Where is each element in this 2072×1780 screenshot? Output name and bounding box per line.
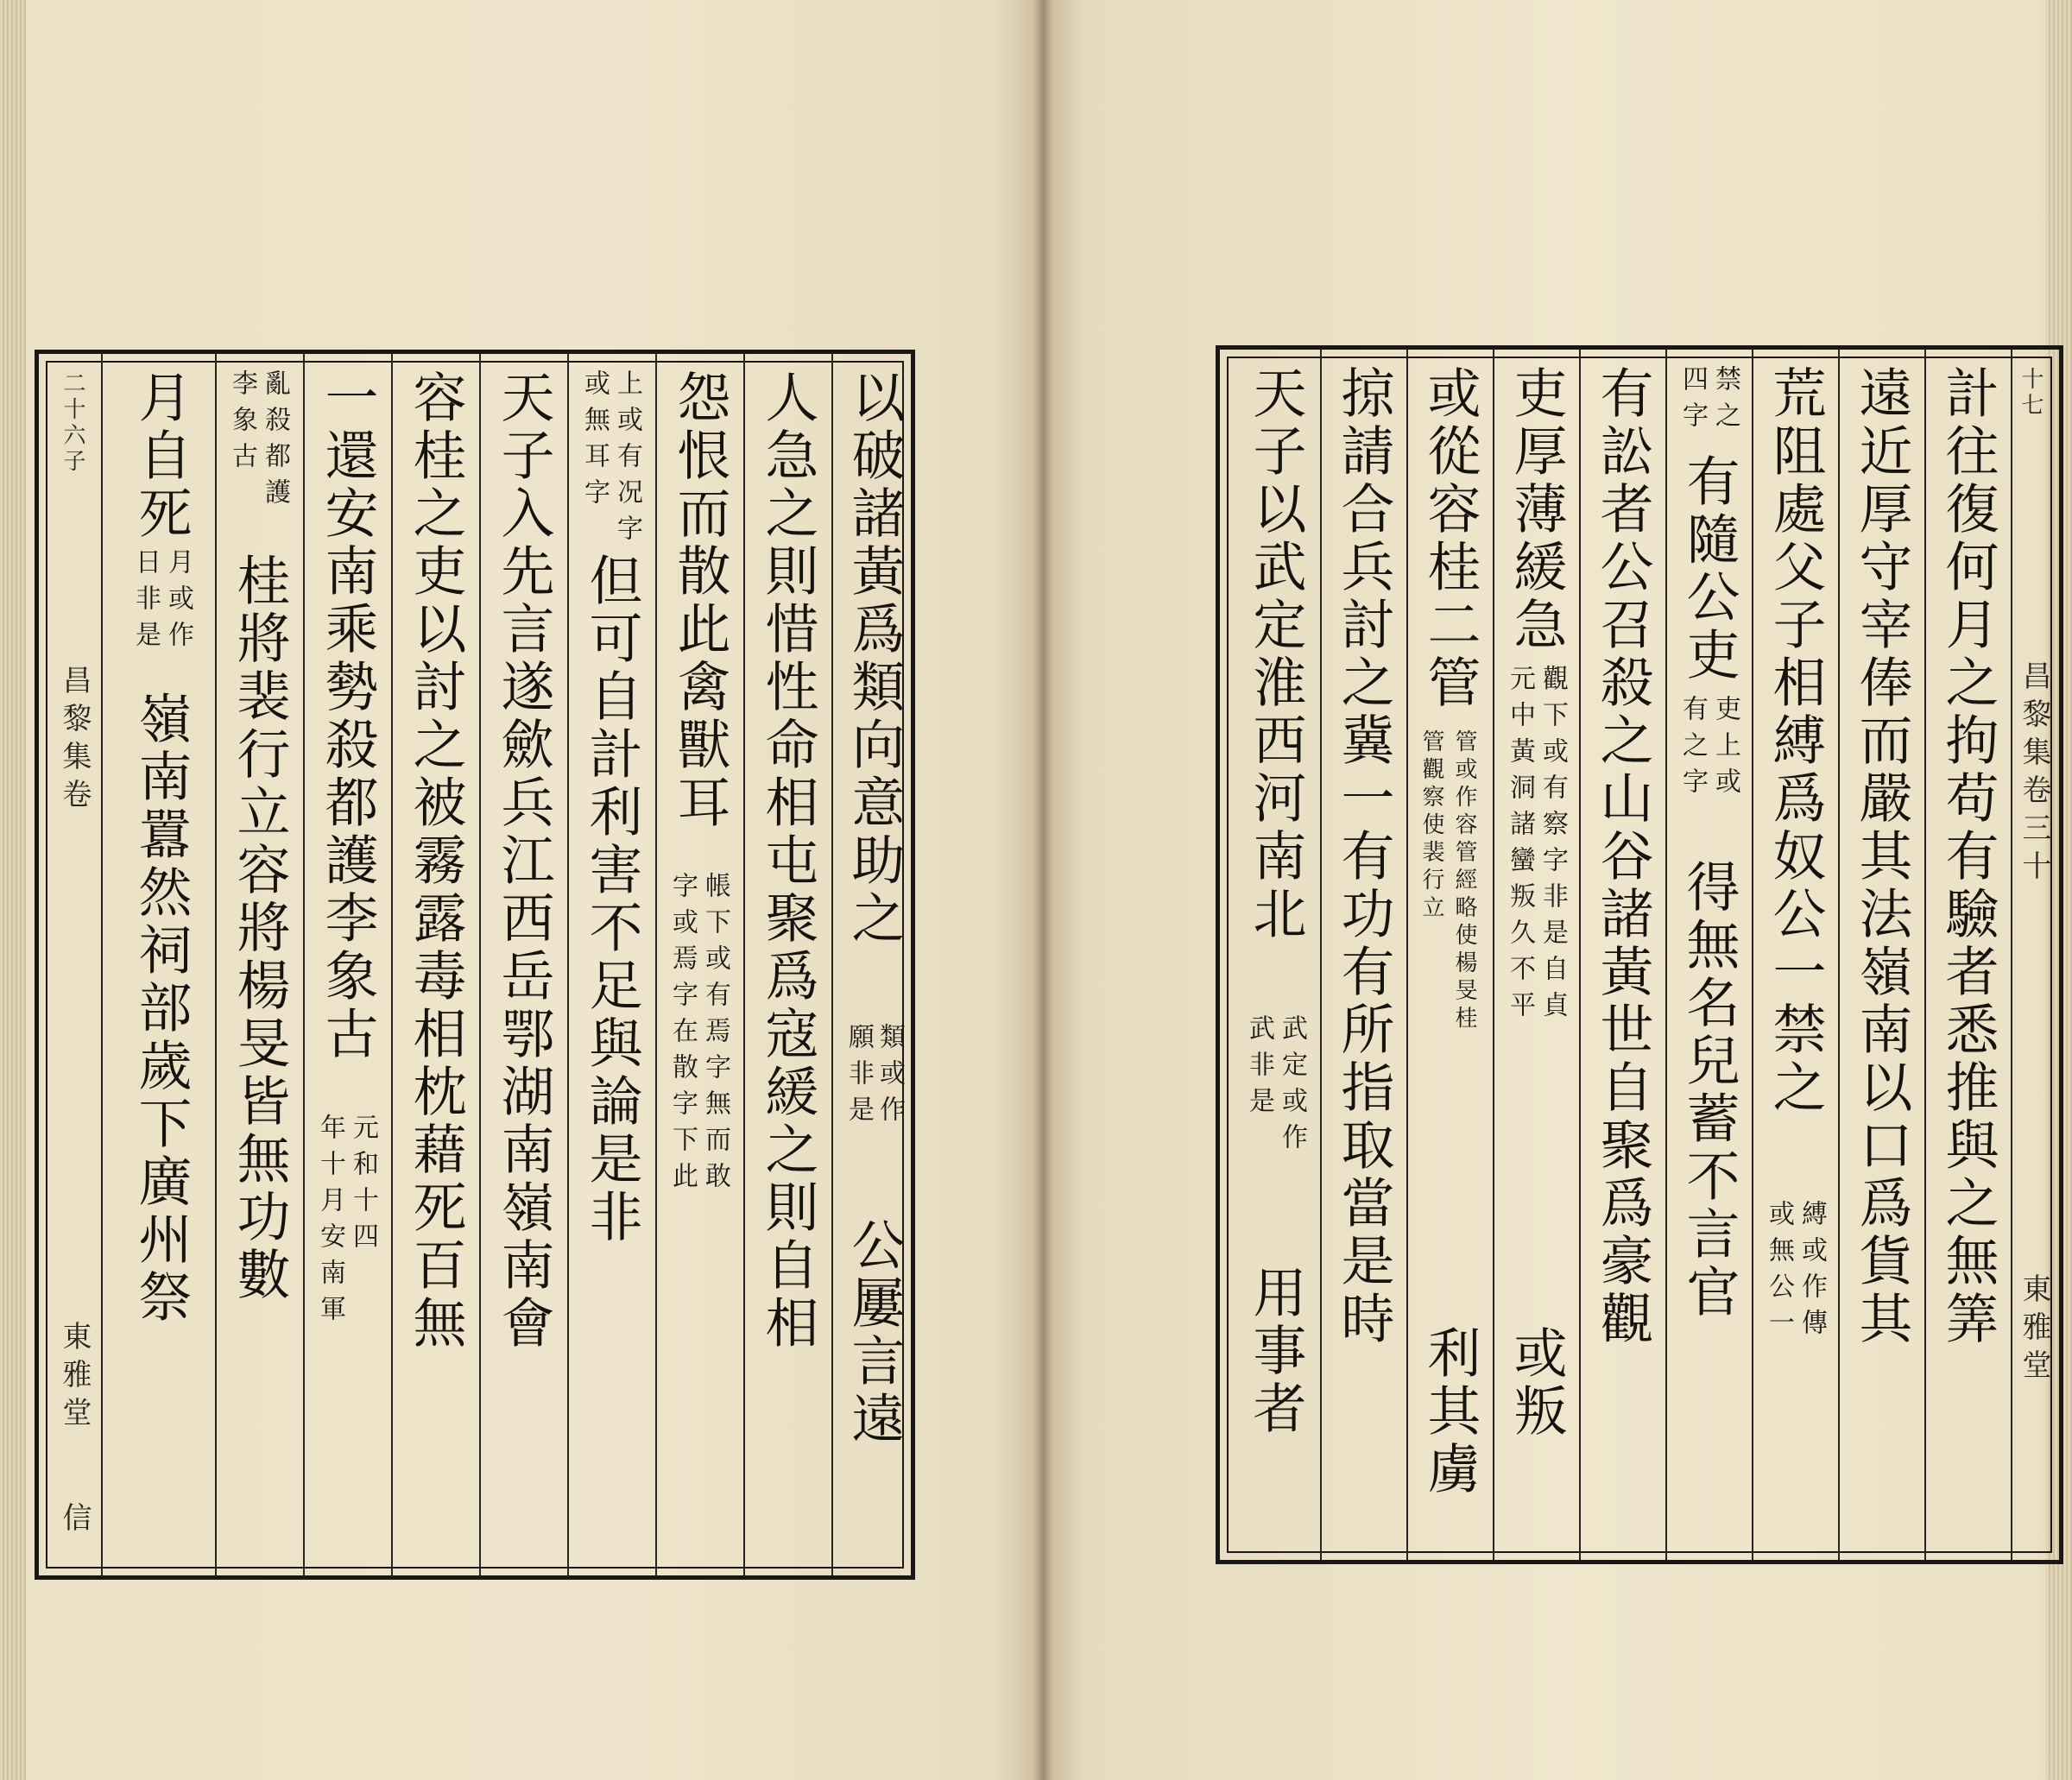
col-main-text: 利其虜 (1418, 1325, 1481, 1499)
left-col-9 (108, 354, 212, 1575)
col-main-text: 但可自計利害不足與論是非 (580, 552, 643, 1247)
left-col-4 (569, 354, 654, 1575)
col-note: 月或作 (163, 548, 193, 657)
col-note: 四字 (1677, 365, 1708, 438)
col-main-text: 或從容桂二管 (1418, 365, 1481, 712)
left-col-7 (305, 354, 389, 1575)
left-col-5 (481, 354, 565, 1575)
col-main-text: 或叛 (1505, 1325, 1568, 1441)
right-col-7 (1408, 350, 1491, 1560)
col-note: 禁之 (1710, 365, 1740, 438)
left-sequence-mark: 信 (57, 1502, 92, 1540)
right-col-5 (1581, 350, 1664, 1560)
left-leaf-number: 二十六子 (60, 371, 85, 475)
col-note: 帳下或有焉字無而敢 (700, 872, 730, 1198)
left-margin-column (51, 354, 99, 1575)
col-note: 管或作容管經略使楊旻桂 (1451, 729, 1477, 1033)
right-margin-column (2012, 350, 2057, 1560)
right-text-frame (1216, 345, 2063, 1564)
right-volume-title: 昌黎集卷三十 (2017, 660, 2051, 888)
col-main-text: 用事者 (1244, 1265, 1307, 1438)
left-hall-name: 東雅堂 (57, 1321, 92, 1435)
left-col-1 (833, 354, 915, 1575)
col-note: 亂殺都護 (260, 369, 290, 514)
col-main-text: 容桂之吏以討之被霧露毒相枕藉死百無 (404, 369, 467, 1353)
col-main-text: 荒阻處父子相縛爲奴公一禁之 (1764, 365, 1827, 1117)
col-main-text: 天子以武定淮西河南北 (1244, 365, 1307, 944)
col-note: 字或焉字在散字下此 (667, 872, 698, 1198)
right-col-8 (1322, 350, 1405, 1560)
col-note: 或無公一 (1764, 1200, 1794, 1345)
col-main-text: 以破諸黃爲類向意助之 (843, 369, 906, 948)
left-volume-title: 昌黎集卷 (57, 665, 92, 817)
right-page (1043, 0, 2072, 1780)
left-col-8 (217, 354, 301, 1575)
left-col-6 (393, 354, 477, 1575)
right-hall-name: 東雅堂 (2017, 1273, 2051, 1387)
col-note: 吏上或 (1710, 695, 1740, 804)
left-col-3 (657, 354, 742, 1575)
right-col-3 (1753, 350, 1836, 1560)
col-note: 類或作 (875, 1023, 905, 1132)
right-col-9 (1232, 350, 1318, 1560)
right-col-6 (1494, 350, 1577, 1560)
col-main-text: 桂將裴行立容將楊旻皆無功數 (228, 552, 291, 1304)
right-col-2 (1840, 350, 1923, 1560)
col-main-text: 一還安南乘勢殺都護李象古 (316, 369, 379, 1064)
col-note: 觀下或有察字非是自貞 (1538, 665, 1568, 1027)
col-note: 日非是 (130, 548, 161, 657)
col-note: 上或有况字 (612, 369, 642, 551)
col-main-text: 嶺南囂然祠部歲下廣州祭 (130, 691, 193, 1327)
col-main-text: 公屢言遠 (843, 1217, 906, 1449)
col-main-text: 人急之則惜性命相屯聚爲寇緩之則自相 (756, 369, 819, 1353)
col-note: 元中黃洞諸蠻叛久不平 (1505, 665, 1535, 1027)
col-main-text: 吏厚薄緩急 (1505, 365, 1568, 654)
col-main-text: 有隨公吏 (1677, 453, 1740, 685)
col-note: 元和十四 (348, 1114, 378, 1259)
col-note: 武非是 (1244, 1014, 1274, 1123)
col-note: 有之字 (1677, 695, 1708, 804)
right-col-4 (1667, 350, 1750, 1560)
col-note: 武定或作 (1277, 1014, 1307, 1159)
book-gutter (1033, 0, 1053, 1780)
col-note: 或無耳字 (579, 369, 610, 514)
col-note: 李象古 (227, 369, 257, 478)
col-main-text: 月自死 (130, 369, 193, 543)
right-col-1 (1926, 350, 2009, 1560)
col-main-text: 有訟者公召殺之山谷諸黃世自聚爲豪觀 (1591, 365, 1654, 1348)
col-main-text: 遠近厚守宰俸而嚴其法嶺南以口爲貨其 (1850, 365, 1913, 1348)
col-note: 縛或作傳 (1797, 1200, 1827, 1345)
left-text-frame (35, 350, 915, 1580)
col-main-text: 計往復何月之拘苟有驗者悉推與之無筭 (1936, 365, 1999, 1348)
col-main-text: 怨恨而散此禽獸耳 (668, 369, 731, 832)
col-main-text: 掠請合兵討之冀一有功有所指取當是時 (1332, 365, 1395, 1348)
col-note: 管觀察使裴行立 (1418, 729, 1444, 923)
col-main-text: 天子入先言遂歛兵江西岳鄂湖南嶺南會 (492, 369, 555, 1353)
right-leaf-number: 十七 (2018, 367, 2044, 419)
col-note: 願非是 (843, 1023, 874, 1132)
col-main-text: 得無名兒蓄不言官 (1677, 859, 1740, 1322)
left-col-2 (745, 354, 830, 1575)
col-note: 年十月安南軍 (315, 1114, 345, 1331)
left-fore-edge (0, 0, 26, 1780)
